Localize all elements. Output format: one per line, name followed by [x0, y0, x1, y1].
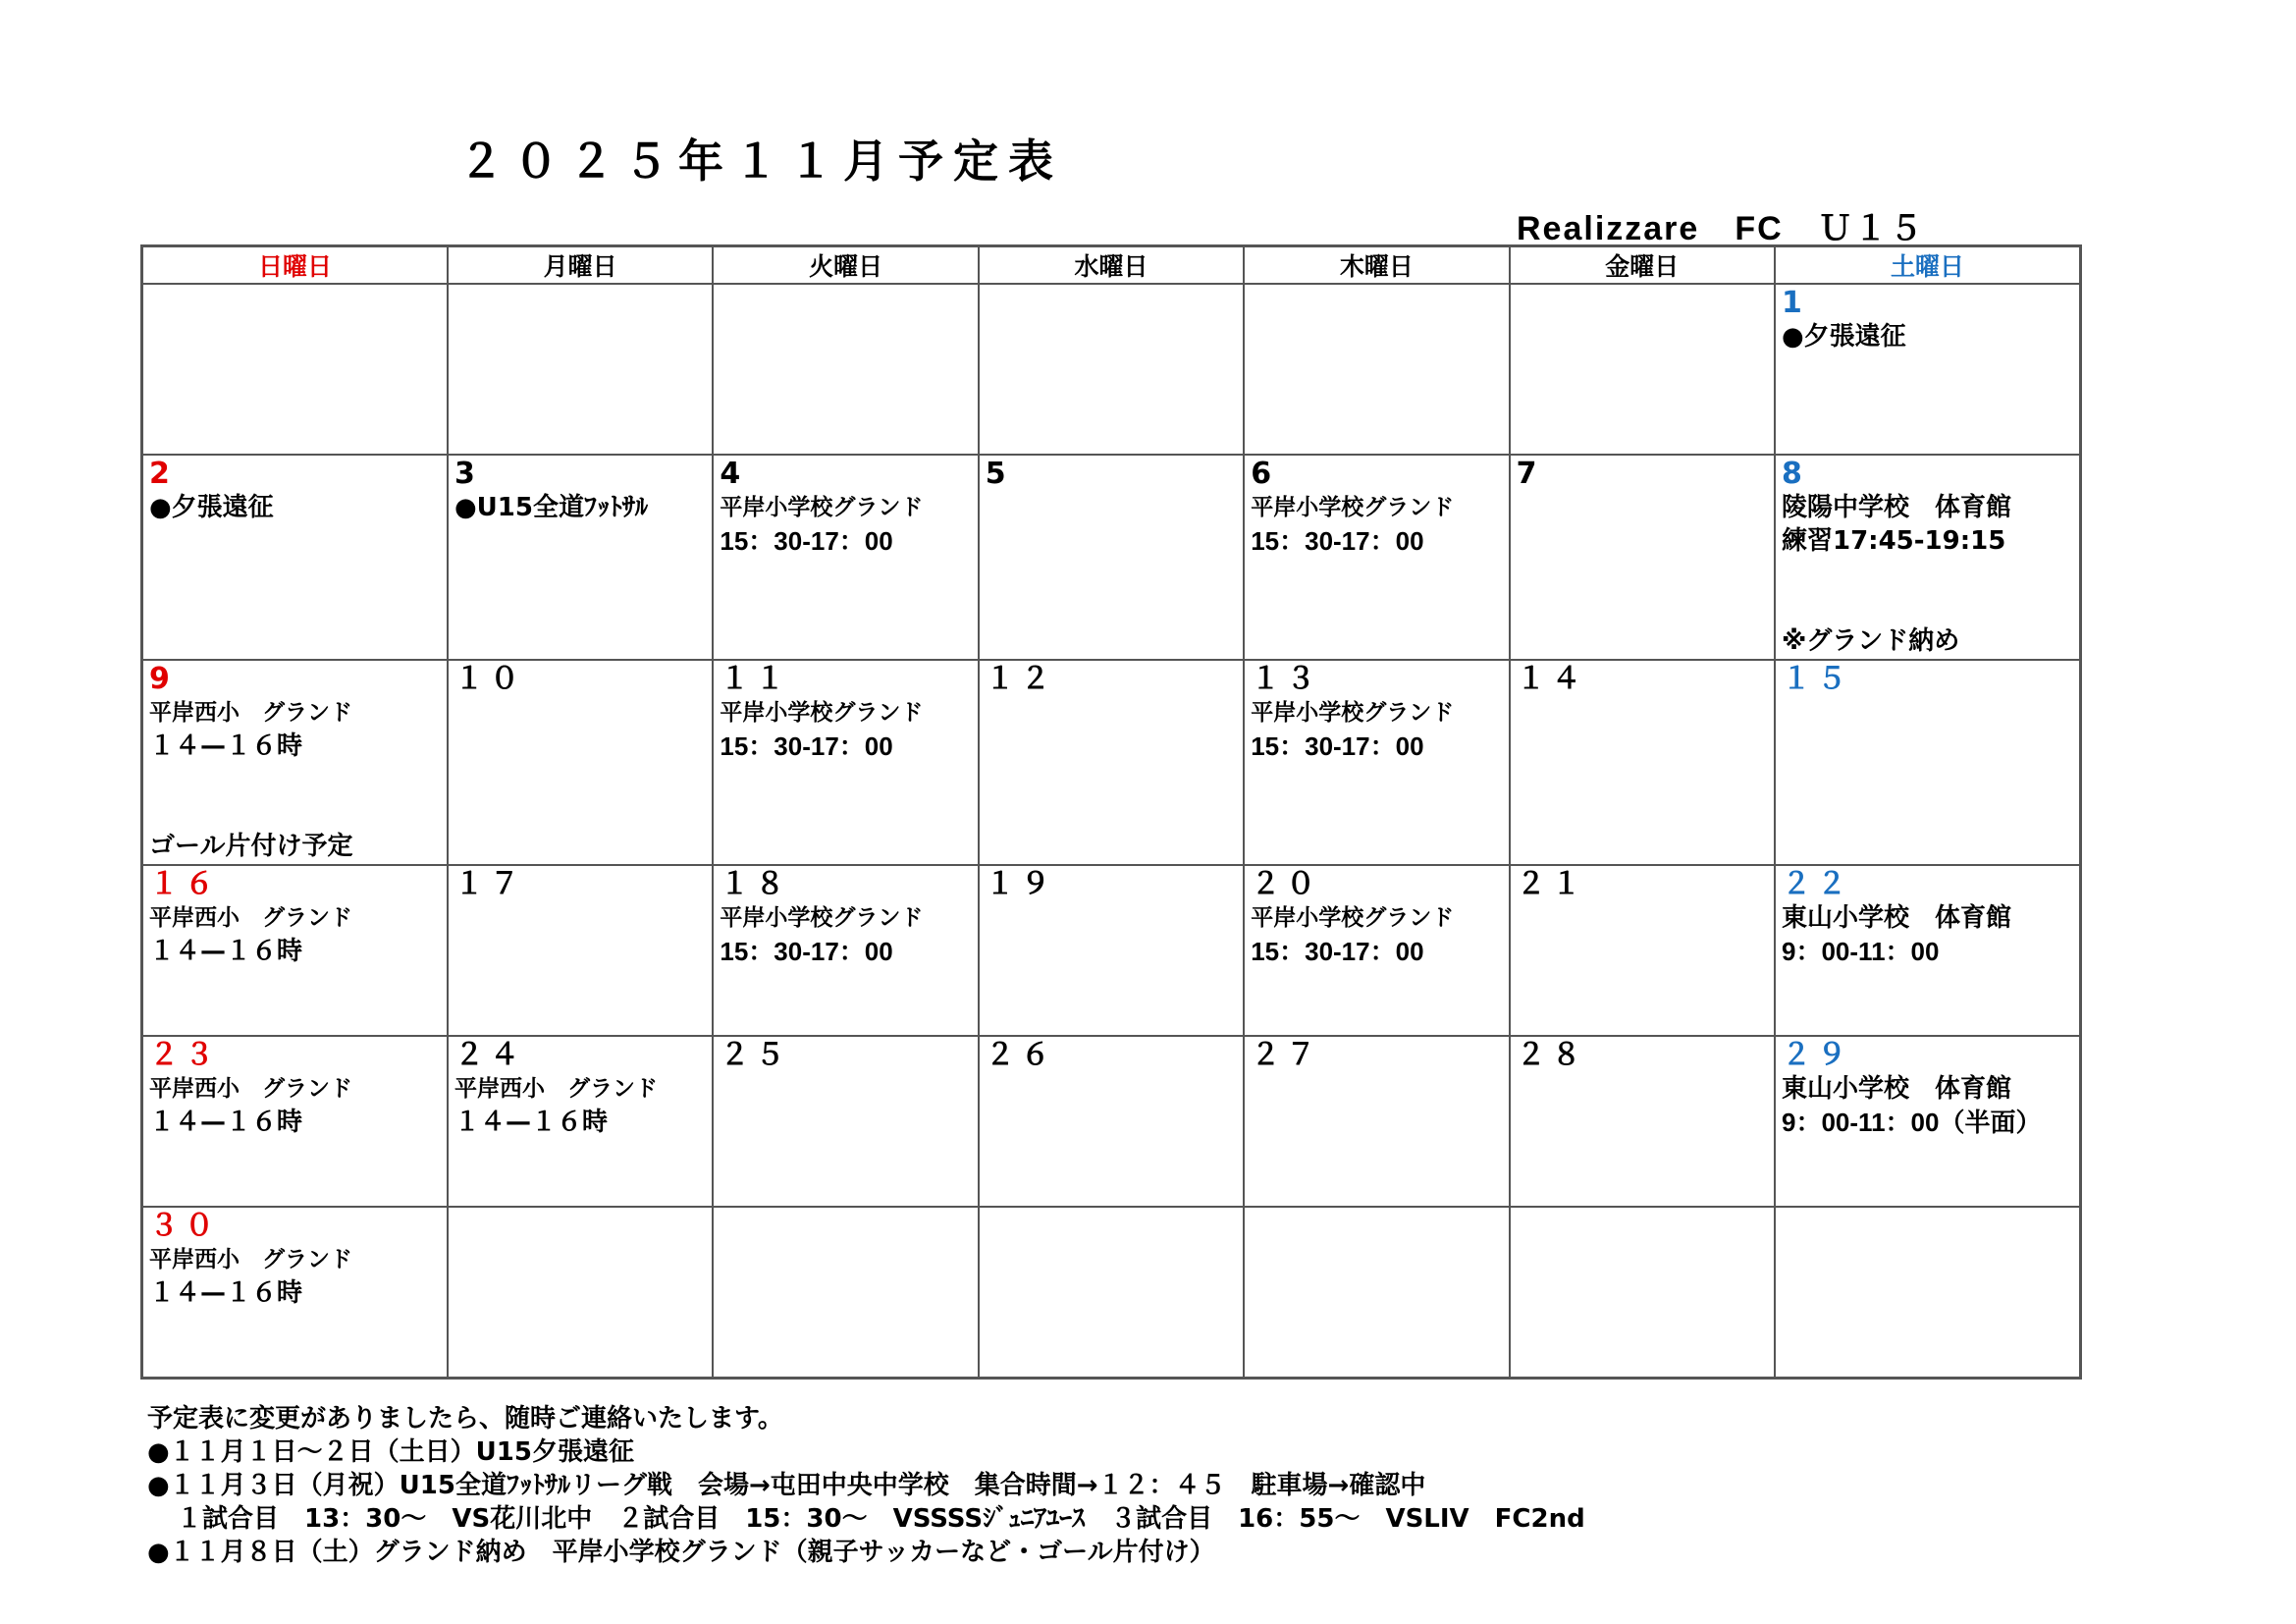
day-cell	[1244, 660, 1509, 865]
day-cell	[1775, 1207, 2081, 1379]
day-cell	[979, 660, 1244, 865]
day-cell	[142, 1207, 448, 1379]
event-line: １４—１６時	[149, 1108, 303, 1137]
day-cell	[1244, 284, 1509, 455]
day-number: ２９	[1782, 1038, 1852, 1072]
event-line: １４—１６時	[149, 1278, 303, 1308]
event-line: 平岸小学校グランド	[720, 905, 924, 931]
day-number: 6	[1251, 457, 1278, 491]
event-line: 東山小学校 体育館	[1782, 903, 2012, 933]
event-note: ※グランド納め	[1782, 626, 1960, 656]
note-line: ●１１月３日（月祝）U15全道ﾌｯﾄｻﾙリーグ戦 会場→屯田中央中学校 集合時間→１２：４５ 駐車場→確認中	[147, 1471, 1426, 1500]
day-number: ２１	[1516, 867, 1587, 901]
day-number: １９	[985, 867, 1056, 901]
day-number: １８	[720, 867, 791, 901]
weekday-thursday: 木曜日	[1244, 246, 1509, 285]
day-cell	[448, 660, 713, 865]
day-number: １５	[1782, 662, 1852, 696]
day-cell	[1510, 660, 1775, 865]
day-number: ２２	[1782, 867, 1852, 901]
event-line: 東山小学校 体育館	[1782, 1074, 2012, 1104]
event-line: 平岸西小 グランド	[149, 700, 352, 726]
day-number: ２８	[1516, 1038, 1587, 1072]
day-number: ２０	[1251, 867, 1322, 901]
weekday-saturday: 土曜日	[1775, 246, 2081, 285]
event-line: 平岸小学校グランド	[1251, 495, 1455, 520]
day-cell	[713, 865, 978, 1036]
day-number: ２６	[985, 1038, 1056, 1072]
day-cell	[142, 865, 448, 1036]
day-cell	[1775, 865, 2081, 1036]
week-row	[142, 284, 2081, 455]
note-line: 予定表に変更がありましたら、随時ご連絡いたします。	[147, 1404, 783, 1434]
event-line: １４—１６時	[149, 731, 303, 761]
day-number: ２４	[454, 1038, 525, 1072]
event-line: 15：30-17：00	[1251, 937, 1424, 966]
day-cell	[142, 660, 448, 865]
note-line: １試合目 13：30～ VS花川北中 ２試合目 15：30～ VSSSSｼﾞｭﾆｱﾕｰｽ ３試合目 16：55～ VSLIV FC2nd	[177, 1504, 1585, 1534]
event-line: 平岸西小 グランド	[149, 1247, 352, 1272]
day-number: ２３	[149, 1038, 220, 1072]
event-line: 15：30-17：00	[720, 731, 893, 761]
day-cell	[979, 1207, 1244, 1379]
calendar-table	[140, 244, 2082, 1380]
day-number: １２	[985, 662, 1056, 696]
day-cell	[142, 455, 448, 660]
day-cell	[713, 1207, 978, 1379]
event-line: 平岸西小 グランド	[454, 1076, 658, 1102]
page-title: ２０２５年１１月予定表	[458, 135, 1063, 188]
event-line: 平岸西小 グランド	[149, 905, 352, 931]
note-line: ●１１月８日（土）グランド納め 平岸小学校グランド（親子サッカーなど・ゴール片付け）	[147, 1538, 1215, 1567]
event-line: 15：30-17：00	[1251, 731, 1424, 761]
day-cell	[448, 865, 713, 1036]
day-cell	[979, 1036, 1244, 1207]
day-cell	[1775, 284, 2081, 455]
day-number: 2	[149, 457, 176, 491]
day-cell	[1775, 1036, 2081, 1207]
event-line: 陵陽中学校 体育館	[1782, 493, 2012, 522]
day-number: １７	[454, 867, 525, 901]
day-number: 5	[985, 457, 1012, 491]
day-cell	[448, 1207, 713, 1379]
weekday-friday: 金曜日	[1510, 246, 1775, 285]
weekday-wednesday: 水曜日	[979, 246, 1244, 285]
day-cell	[1510, 284, 1775, 455]
day-cell	[713, 1036, 978, 1207]
notes	[147, 1402, 1585, 1569]
day-cell	[713, 455, 978, 660]
event-line: ●夕張遠征	[1782, 322, 1906, 352]
day-number: １６	[149, 867, 220, 901]
event-line: 平岸西小 グランド	[149, 1076, 352, 1102]
day-number: １０	[454, 662, 525, 696]
day-cell	[1244, 1207, 1509, 1379]
note-line: ●１１月１日～２日（土日）U15夕張遠征	[147, 1437, 634, 1467]
day-cell	[1244, 865, 1509, 1036]
event-line: 平岸小学校グランド	[1251, 700, 1455, 726]
day-cell	[713, 660, 978, 865]
day-number: 1	[1782, 286, 1808, 320]
event-line: 15：30-17：00	[720, 937, 893, 966]
day-cell	[979, 284, 1244, 455]
week-row	[142, 865, 2081, 1036]
day-number: 7	[1516, 457, 1543, 491]
day-number: 4	[720, 457, 747, 491]
event-line: ●U15全道ﾌｯﾄｻﾙ	[454, 493, 648, 522]
day-cell	[1244, 1036, 1509, 1207]
weekday-tuesday: 火曜日	[713, 246, 978, 285]
event-line: 15：30-17：00	[1251, 526, 1424, 556]
day-number: １１	[720, 662, 791, 696]
day-number: 8	[1782, 457, 1808, 491]
week-row	[142, 1036, 2081, 1207]
day-cell	[1244, 455, 1509, 660]
day-cell	[979, 865, 1244, 1036]
event-line: ●夕張遠征	[149, 493, 274, 522]
day-cell	[1775, 455, 2081, 660]
event-line: 9：00-11：00	[1782, 937, 1940, 966]
day-number: 9	[149, 662, 176, 696]
week-row	[142, 1207, 2081, 1379]
day-number: ２７	[1251, 1038, 1322, 1072]
day-cell	[979, 455, 1244, 660]
day-number: ２５	[720, 1038, 791, 1072]
event-line: １４—１６時	[454, 1108, 608, 1137]
day-cell	[142, 1036, 448, 1207]
day-cell	[448, 1036, 713, 1207]
week-row	[142, 455, 2081, 660]
team-name: Realizzare FC Ｕ１５	[1517, 210, 1925, 247]
day-cell	[1510, 865, 1775, 1036]
event-line: 15：30-17：00	[720, 526, 893, 556]
day-cell	[142, 284, 448, 455]
event-note: ゴール片付け予定	[149, 832, 353, 861]
day-cell	[1775, 660, 2081, 865]
weekday-header-row	[142, 246, 2081, 285]
weekday-monday: 月曜日	[448, 246, 713, 285]
day-number: ３０	[149, 1209, 220, 1243]
weekday-sunday: 日曜日	[142, 246, 448, 285]
event-line: 練習17:45-19:15	[1782, 526, 2006, 556]
day-cell	[713, 284, 978, 455]
day-cell	[448, 284, 713, 455]
event-line: 平岸小学校グランド	[720, 495, 924, 520]
event-line: 平岸小学校グランド	[720, 700, 924, 726]
day-number: １４	[1516, 662, 1587, 696]
event-line: 9：00-11：00（半面）	[1782, 1108, 2042, 1137]
day-number: 3	[454, 457, 481, 491]
day-cell	[1510, 455, 1775, 660]
day-cell	[1510, 1036, 1775, 1207]
day-cell	[1510, 1207, 1775, 1379]
week-row	[142, 660, 2081, 865]
day-cell	[448, 455, 713, 660]
day-number: １３	[1251, 662, 1322, 696]
event-line: １４—１６時	[149, 937, 303, 966]
event-line: 平岸小学校グランド	[1251, 905, 1455, 931]
